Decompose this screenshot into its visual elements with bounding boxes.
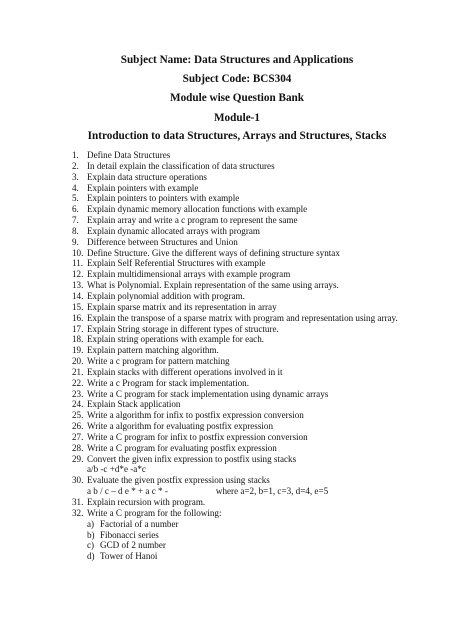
question-text: Write a algorithm for infix to postfix expression conversion — [87, 410, 304, 421]
question-number: 1. — [72, 150, 79, 160]
question-item — [0, 215, 474, 226]
question-item — [0, 248, 474, 259]
question-text: Explain Stack application — [87, 399, 181, 410]
question-item — [0, 161, 474, 172]
question-text: Explain Self Referential Structures with example — [87, 258, 266, 269]
sub-question-item — [0, 530, 474, 541]
variable-values: where a=2, b=1, c=3, d=4, e=5 — [215, 486, 329, 497]
question-text: Explain pattern matching algorithm. — [87, 345, 219, 356]
question-number: 12. — [72, 269, 84, 280]
question-number: 3. — [72, 171, 79, 182]
question-text: Explain stacks with different operations involved in it — [87, 366, 283, 377]
question-text: Define Structure. Give the different ways of defining structure syntax — [87, 247, 340, 258]
module-heading: Module-1 — [214, 112, 260, 124]
question-item — [0, 497, 474, 508]
question-item — [0, 150, 474, 161]
question-number: 16. — [72, 312, 84, 323]
sub-question-item — [0, 551, 474, 562]
question-number: 31. — [72, 497, 84, 507]
question-item — [0, 399, 474, 410]
question-number: 28. — [72, 442, 84, 453]
question-item — [0, 258, 474, 269]
subject-code-heading: Subject Code: BCS304 — [182, 73, 292, 85]
question-item — [0, 193, 474, 204]
question-expression-row — [0, 464, 474, 475]
question-item — [0, 280, 474, 291]
question-number: 25. — [72, 410, 84, 421]
question-text: Write a C program for stack implementation using dynamic arrays — [87, 388, 329, 399]
question-number: 22. — [72, 377, 84, 388]
question-text: Write a C program for the following: — [87, 507, 222, 518]
question-item — [0, 454, 474, 465]
question-number: 27. — [72, 431, 84, 442]
question-number: 20. — [72, 356, 84, 367]
question-item — [0, 378, 474, 389]
question-number: 6. — [72, 204, 79, 215]
question-text: Write a c program for pattern matching — [87, 356, 230, 367]
question-number: 13. — [72, 280, 84, 291]
question-number: 30. — [72, 475, 84, 486]
sub-question-item — [0, 519, 474, 530]
sub-question-item — [0, 540, 474, 551]
question-text: Write a C program for evaluating postfix expression — [87, 442, 277, 453]
infix-expression: a/b -c +d*e -a*c — [87, 464, 146, 475]
question-number: 21. — [72, 366, 84, 377]
question-item — [0, 183, 474, 194]
question-text: Write a C program for infix to postfix expression conversion — [87, 431, 308, 442]
question-item — [0, 367, 474, 378]
question-number: 7. — [72, 215, 79, 226]
question-number: 18. — [72, 334, 84, 345]
question-number: 5. — [72, 193, 79, 204]
question-number: 11. — [72, 258, 84, 269]
question-text: Write a algorithm for evaluating postfix expression — [87, 421, 274, 432]
sub-question-letter: b) — [87, 529, 95, 540]
question-text: Explain array and write a c program to represent the same — [87, 215, 298, 226]
module-title-heading: Introduction to data Structures, Arrays and Structures, Stacks — [87, 130, 387, 142]
question-text: In detail explain the classification of data structures — [87, 160, 275, 171]
question-text: Write a c Program for stack implementation. — [87, 377, 250, 388]
question-text: Explain dynamic memory allocation functions with example — [87, 204, 308, 215]
question-text: Explain String storage in different types of structure. — [87, 323, 279, 334]
question-text: What is Polynomial. Explain representation of the same using arrays. — [87, 280, 339, 291]
question-item — [0, 172, 474, 183]
question-item — [0, 432, 474, 443]
sub-question-text: Factorial of a number — [100, 518, 179, 529]
question-number: 15. — [72, 301, 84, 312]
question-number: 19. — [72, 345, 84, 356]
question-text: Explain pointers to pointers with example — [87, 193, 240, 204]
question-item — [0, 389, 474, 400]
question-item — [0, 345, 474, 356]
question-bank-heading: Module wise Question Bank — [170, 92, 304, 104]
question-text: Explain string operations with example for each. — [87, 334, 265, 345]
question-number: 10. — [72, 247, 84, 258]
question-list — [0, 150, 474, 562]
question-number: 8. — [72, 225, 79, 236]
question-text: Convert the given infix expression to postfix using stacks — [87, 453, 297, 464]
sub-question-letter: a) — [87, 518, 95, 529]
question-number: 17. — [72, 323, 84, 334]
subject-name-heading: Subject Name: Data Structures and Applications — [120, 54, 354, 66]
postfix-expression: a b / c – d e * + a c * - — [87, 486, 168, 497]
question-text: Explain polynomial addition with program. — [87, 290, 245, 301]
question-item — [0, 443, 474, 454]
question-number: 24. — [72, 399, 84, 410]
sub-question-text: Fibonacci series — [100, 529, 159, 540]
question-text: Explain multidimensional arrays with example program — [87, 269, 291, 280]
question-number: 32. — [72, 507, 84, 518]
question-item — [0, 204, 474, 215]
question-item — [0, 356, 474, 367]
question-number: 29. — [72, 453, 84, 464]
sub-question-letter: d) — [87, 551, 95, 562]
question-text: Define Data Structures — [87, 150, 171, 160]
question-number: 26. — [72, 421, 84, 432]
question-text: Explain dynamic allocated arrays with program — [87, 225, 260, 236]
question-item — [0, 291, 474, 302]
question-expression-row — [0, 486, 474, 497]
question-item — [0, 410, 474, 421]
sub-question-text: GCD of 2 number — [100, 540, 166, 551]
question-text: Difference between Structures and Union — [87, 236, 238, 247]
question-text: Explain recursion with program. — [87, 497, 206, 507]
question-item — [0, 508, 474, 519]
question-item — [0, 269, 474, 280]
question-text: Evaluate the given postfix expression using stacks — [87, 475, 270, 486]
postfix-expression-line — [87, 486, 328, 497]
question-number: 23. — [72, 388, 84, 399]
question-text: Explain sparse matrix and its representation in array — [87, 301, 277, 312]
question-item — [0, 324, 474, 335]
question-item — [0, 237, 474, 248]
question-text: Explain the transpose of a sparse matrix with program and representation using array. — [87, 312, 398, 323]
question-number: 14. — [72, 290, 84, 301]
question-item — [0, 302, 474, 313]
question-item — [0, 475, 474, 486]
question-number: 2. — [72, 160, 79, 171]
question-number: 9. — [72, 236, 79, 247]
question-text: Explain pointers with example — [87, 182, 199, 193]
sub-question-letter: c) — [87, 540, 95, 551]
question-item — [0, 226, 474, 237]
question-text: Explain data structure operations — [87, 171, 207, 182]
question-item — [0, 313, 474, 324]
question-item — [0, 421, 474, 432]
question-number: 4. — [72, 182, 79, 193]
question-item — [0, 334, 474, 345]
sub-question-text: Tower of Hanoi — [100, 551, 158, 562]
